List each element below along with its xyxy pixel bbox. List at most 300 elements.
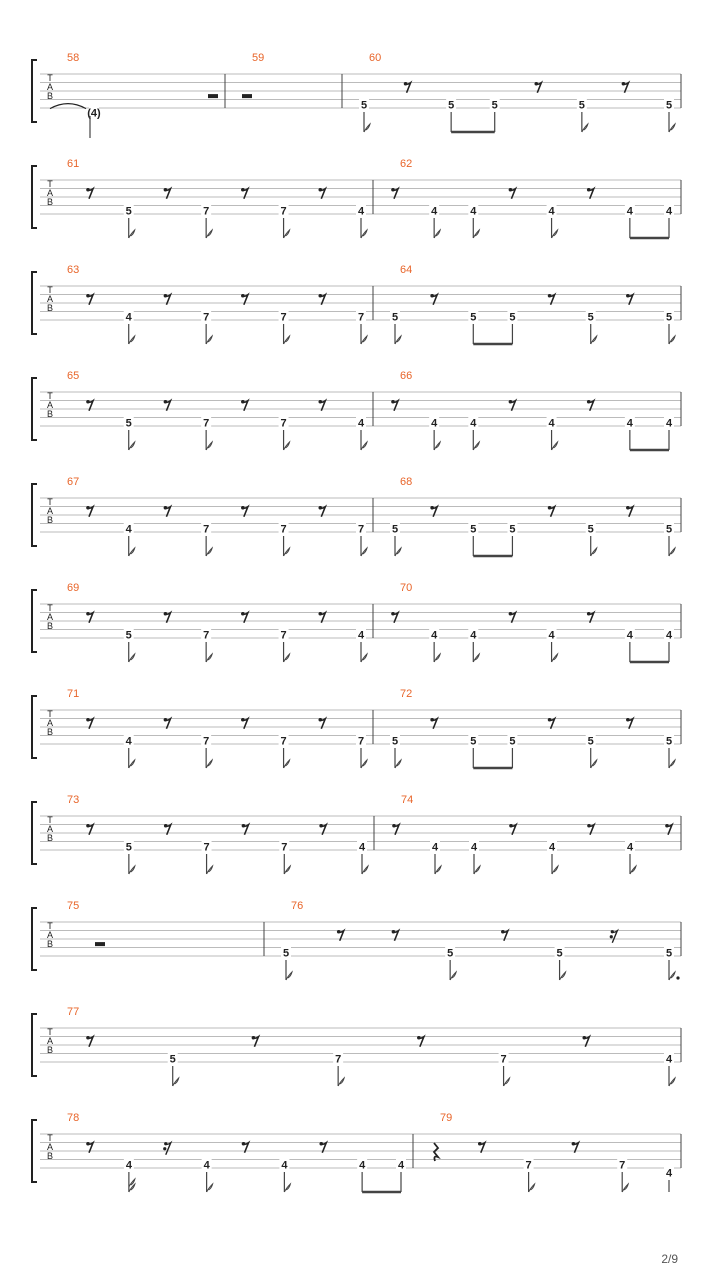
tab-clef-letter: B	[46, 939, 54, 949]
measure-number: 59	[252, 52, 265, 64]
rest-head-b	[610, 935, 613, 938]
rest-dot-head	[587, 612, 591, 616]
note-flag	[284, 866, 290, 874]
fret-number: 5	[556, 947, 563, 960]
rest-dot-head	[164, 506, 168, 510]
note-flag	[591, 760, 597, 768]
fret-number: 4	[470, 841, 478, 854]
fret-number: 4	[431, 629, 438, 642]
rest-head-a	[611, 930, 614, 933]
fret-number: 7	[619, 1159, 626, 1172]
tab-system	[32, 1112, 681, 1192]
note-flag	[206, 654, 212, 662]
measure	[50, 52, 218, 138]
note-flag	[129, 442, 135, 450]
fret-number: 5	[391, 311, 399, 324]
rest-head-b	[163, 1147, 166, 1150]
fret-number: 5	[125, 629, 132, 642]
measure	[67, 688, 367, 768]
note-flag	[207, 1184, 213, 1192]
fret-number: 5	[587, 311, 594, 324]
fret-number: 4	[626, 841, 634, 854]
fret-number: 7	[280, 205, 287, 218]
note-flag	[284, 760, 290, 768]
rest-dot-head	[548, 294, 552, 298]
measure-number: 70	[400, 582, 413, 594]
measure-number: 60	[369, 52, 382, 64]
fret-number: 5	[169, 1053, 176, 1066]
system-bracket	[32, 166, 37, 228]
tab-clef-letter: T	[47, 73, 53, 83]
rest-dot-head	[337, 930, 341, 934]
rest-dot-head	[86, 1036, 90, 1040]
note-flag	[473, 654, 479, 662]
system-bracket	[32, 378, 37, 440]
rest-dot-head	[622, 82, 626, 86]
measure	[391, 370, 674, 450]
note-flag	[129, 548, 135, 556]
rest-dot-head	[582, 1036, 586, 1040]
fret-number: 7	[203, 629, 210, 642]
rest-dot-head	[391, 400, 395, 404]
rest-dot-head	[86, 400, 90, 404]
page-number: 2/9	[661, 1252, 678, 1266]
tab-clef-letter: A	[46, 824, 54, 834]
rest-dot-head	[587, 400, 591, 404]
measure	[67, 582, 367, 662]
fret-number: 4	[359, 1159, 366, 1172]
tab-clef-letter: B	[46, 727, 54, 737]
tab-clef-letter: B	[46, 409, 54, 419]
note-flag	[552, 654, 558, 662]
note-flag	[284, 1184, 290, 1192]
fret-number: 7	[280, 523, 287, 536]
fret-number: 5	[282, 947, 290, 960]
rest-dot-head	[241, 188, 245, 192]
tab-system	[32, 370, 681, 450]
fret-number: 4	[431, 417, 438, 430]
fret-number: 4	[431, 205, 438, 218]
system-bracket	[32, 908, 37, 970]
note-flag	[434, 230, 440, 238]
system-bracket	[32, 484, 37, 546]
rest-dot-head	[509, 612, 513, 616]
tab-clef-letter: B	[46, 1045, 54, 1055]
tab-clef-letter: T	[47, 709, 53, 719]
measure	[281, 900, 680, 980]
tab-clef-letter: A	[46, 718, 54, 728]
measure-number: 66	[400, 370, 413, 382]
note-flag	[669, 124, 675, 132]
note-flag	[434, 442, 440, 450]
measure	[67, 1112, 406, 1192]
rest-dot-head	[319, 1142, 323, 1146]
system-bracket	[32, 1120, 37, 1182]
rest-dot-head	[86, 718, 90, 722]
fret-number: 7	[281, 841, 288, 854]
fret-number: 5	[665, 947, 673, 960]
rest-dot-head	[501, 930, 505, 934]
tab-clef-letter: T	[47, 1027, 53, 1037]
note-flag	[361, 442, 367, 450]
rest-dot-head	[86, 294, 90, 298]
rest-dot-head	[86, 824, 90, 828]
fret-number: 4	[548, 841, 556, 854]
rest-dot-head	[252, 1036, 256, 1040]
rest-dot-head	[164, 612, 168, 616]
note-flag	[364, 124, 370, 132]
fret-number: 4	[357, 205, 365, 218]
fret-number: 5	[391, 523, 399, 536]
rest-dot-head	[242, 1142, 246, 1146]
fret-number: 4	[397, 1159, 405, 1172]
fret-number: 4	[665, 1167, 673, 1180]
rest-dot-head	[86, 188, 90, 192]
rest-dot-head	[318, 188, 322, 192]
fret-number: 4	[358, 841, 366, 854]
note-flag	[435, 866, 441, 874]
rest-dot-head	[241, 400, 245, 404]
rest-dot-head	[86, 506, 90, 510]
note-flag	[669, 760, 675, 768]
fret-number: 7	[357, 311, 365, 324]
measure-number: 76	[291, 900, 304, 912]
tab-clef-letter: A	[46, 400, 54, 410]
half-rest	[95, 942, 105, 946]
rest-dot-head	[242, 824, 246, 828]
rest-dot-head	[318, 612, 322, 616]
rest-dot-head	[509, 188, 513, 192]
note-flag	[450, 972, 456, 980]
fret-number: 4	[125, 523, 132, 536]
tab-clef-letter: B	[46, 197, 54, 207]
note-flag	[284, 654, 290, 662]
fret-number: 5	[470, 523, 477, 536]
fret-number: 5	[587, 523, 594, 536]
note-flag	[473, 230, 479, 238]
measure-number: 67	[67, 476, 80, 488]
system-bracket	[32, 60, 37, 122]
fret-number: 7	[335, 1053, 342, 1066]
tab-clef-letter: T	[47, 391, 53, 401]
measure	[392, 794, 672, 874]
note-flag	[434, 654, 440, 662]
note-flag	[129, 760, 135, 768]
tab-clef-letter: B	[46, 1151, 54, 1161]
fret-number: 4	[665, 1053, 673, 1066]
fret-number: 5	[665, 311, 673, 324]
tab-system	[32, 794, 681, 874]
rest-dot-head	[548, 718, 552, 722]
rest-dot-head	[241, 612, 245, 616]
note-flag	[395, 760, 401, 768]
rest-dot-head	[241, 718, 245, 722]
fret-number: 4	[626, 205, 633, 218]
half-rest	[242, 94, 252, 98]
tab-system	[32, 264, 681, 344]
note-flag	[284, 336, 290, 344]
fret-number: 5	[470, 735, 477, 748]
measure	[390, 688, 675, 768]
rest-head-a	[164, 1142, 167, 1145]
fret-number: 5	[391, 735, 399, 748]
note-flag	[206, 548, 212, 556]
measure-number: 77	[67, 1006, 80, 1018]
measure-number: 63	[67, 264, 80, 276]
measure-number: 64	[400, 264, 413, 276]
rest-dot-head	[509, 824, 513, 828]
note-flag	[206, 336, 212, 344]
measure-number: 69	[67, 582, 80, 594]
measure	[390, 264, 675, 344]
rest-dot-head	[392, 824, 396, 828]
note-flag	[207, 866, 213, 874]
rest-dot-head	[391, 188, 395, 192]
measure	[390, 476, 675, 556]
rest-dot-head	[478, 1142, 482, 1146]
measure	[391, 582, 674, 662]
fret-number: 5	[470, 311, 477, 324]
note-flag	[582, 124, 588, 132]
measure	[67, 476, 367, 556]
measure-number: 74	[401, 794, 414, 806]
dot	[676, 976, 679, 979]
note-flag	[591, 548, 597, 556]
fret-number: 7	[357, 735, 365, 748]
fret-number: 7	[203, 311, 210, 324]
fret-number: 4	[548, 417, 555, 430]
fret-number: 7	[280, 311, 287, 324]
note-flag	[529, 1184, 535, 1192]
tied-fret-number: (4)	[87, 107, 101, 120]
note-flag	[552, 442, 558, 450]
rest-dot-head	[572, 1142, 576, 1146]
fret-number: 5	[509, 311, 516, 324]
note-flag	[361, 336, 367, 344]
rest-dot-head	[319, 824, 323, 828]
note-flag	[338, 1078, 344, 1086]
fret-number: 7	[500, 1053, 507, 1066]
tab-clef-letter: A	[46, 188, 54, 198]
tab-clef-letter: A	[46, 1142, 54, 1152]
note-flag	[474, 866, 480, 874]
fret-number: 4	[626, 417, 633, 430]
tab-clef-letter: B	[46, 515, 54, 525]
fret-number: 4	[470, 417, 477, 430]
rest-dot-head	[391, 612, 395, 616]
note-flag	[361, 548, 367, 556]
note-flag	[206, 442, 212, 450]
fret-number: 4	[548, 629, 555, 642]
note-flag	[361, 654, 367, 662]
rest-dot-head	[241, 294, 245, 298]
fret-number: 7	[203, 205, 210, 218]
fret-number: 4	[431, 841, 439, 854]
rest-dot-head	[548, 506, 552, 510]
fret-number: 7	[203, 735, 210, 748]
measure-number: 62	[400, 158, 413, 170]
rest-dot-head	[626, 294, 630, 298]
fret-number: 5	[665, 735, 673, 748]
rest-dot-head	[164, 400, 168, 404]
measure-number: 78	[67, 1112, 80, 1124]
rest-dot-head	[318, 294, 322, 298]
fret-number: 4	[548, 205, 555, 218]
rest-dot-head	[626, 718, 630, 722]
fret-number: 5	[509, 523, 516, 536]
fret-number: 4	[470, 629, 477, 642]
tab-clef-letter: A	[46, 1036, 54, 1046]
tab-clef-letter: T	[47, 179, 53, 189]
tab-clef-letter: T	[47, 603, 53, 613]
rest-dot-head	[509, 400, 513, 404]
rest-dot-head	[318, 506, 322, 510]
fret-number: 5	[509, 735, 516, 748]
measure	[67, 794, 368, 874]
note-flag	[362, 866, 368, 874]
rest-dot-head	[430, 506, 434, 510]
rest-dot-head	[164, 824, 168, 828]
fret-number: 4	[626, 629, 633, 642]
note-flag	[669, 336, 675, 344]
measure-number: 71	[67, 688, 80, 700]
system-bracket	[32, 1014, 37, 1076]
fret-number: 7	[203, 841, 210, 854]
rest-dot-head	[404, 82, 408, 86]
rest-dot-head	[534, 82, 538, 86]
note-flag	[361, 760, 367, 768]
tab-clef-letter: B	[46, 833, 54, 843]
note-flag	[286, 972, 292, 980]
fret-number: 4	[665, 629, 673, 642]
measure	[434, 1112, 674, 1192]
rest-dot-head	[164, 718, 168, 722]
tab-system	[32, 52, 681, 138]
fret-number: 4	[125, 311, 132, 324]
rest-dot-head	[626, 506, 630, 510]
rest-dot-head	[430, 718, 434, 722]
measure	[67, 370, 367, 450]
rest-dot-head	[86, 1142, 90, 1146]
note-flag	[669, 548, 675, 556]
system-bracket	[32, 802, 37, 864]
tab-clef-letter: B	[46, 621, 54, 631]
tab-clef-letter: A	[46, 930, 54, 940]
tab-clef-letter: T	[47, 815, 53, 825]
fret-number: 5	[125, 417, 132, 430]
note-flag	[206, 230, 212, 238]
rest-dot-head	[417, 1036, 421, 1040]
fret-number: 5	[665, 99, 673, 112]
tab-clef-letter: T	[47, 497, 53, 507]
note-flag	[622, 1184, 628, 1192]
measure	[359, 52, 675, 132]
tab-system	[32, 900, 681, 980]
rest-dot-head	[430, 294, 434, 298]
fret-number: 5	[360, 99, 368, 112]
tab-system	[32, 688, 681, 768]
fret-number: 7	[357, 523, 365, 536]
rest-dot-head	[392, 930, 396, 934]
fret-number: 5	[578, 99, 585, 112]
rest-dot-head	[318, 718, 322, 722]
note-flag	[284, 548, 290, 556]
note-flag	[395, 548, 401, 556]
measure-number: 68	[400, 476, 413, 488]
note-flag	[669, 972, 675, 980]
fret-number: 5	[587, 735, 594, 748]
fret-number: 7	[203, 417, 210, 430]
rest-dot-head	[241, 506, 245, 510]
measure	[67, 158, 367, 238]
measure-number: 75	[67, 900, 80, 912]
measure	[67, 264, 367, 344]
note-flag	[630, 866, 636, 874]
measure-number: 61	[67, 158, 80, 170]
fret-number: 7	[280, 629, 287, 642]
note-flag	[504, 1078, 510, 1086]
measure-number: 79	[440, 1112, 453, 1124]
quarter-rest	[434, 1143, 438, 1161]
system-bracket	[32, 272, 37, 334]
measure-number: 73	[67, 794, 80, 806]
note-flag	[552, 230, 558, 238]
note-flag	[173, 1078, 179, 1086]
measure-number: 72	[400, 688, 413, 700]
tab-clef-letter: T	[47, 921, 53, 931]
fret-number: 4	[125, 1159, 132, 1172]
note-flag	[473, 442, 479, 450]
fret-number: 7	[525, 1159, 532, 1172]
half-rest	[208, 94, 218, 98]
tab-clef-letter: B	[46, 303, 54, 313]
fret-number: 4	[470, 205, 477, 218]
note-flag	[361, 230, 367, 238]
fret-number: 5	[491, 99, 498, 112]
system-bracket	[32, 696, 37, 758]
tab-clef-letter: A	[46, 294, 54, 304]
note-flag	[552, 866, 558, 874]
fret-number: 4	[665, 205, 673, 218]
fret-number: 7	[203, 523, 210, 536]
note-flag	[591, 336, 597, 344]
fret-number: 5	[125, 205, 132, 218]
rest-dot-head	[318, 400, 322, 404]
measure	[67, 1006, 675, 1086]
fret-number: 7	[280, 735, 287, 748]
tab-clef-letter: A	[46, 82, 54, 92]
note-flag	[206, 760, 212, 768]
tab-clef-letter: B	[46, 91, 54, 101]
fret-number: 4	[203, 1159, 210, 1172]
fret-number: 5	[448, 99, 455, 112]
tab-clef-letter: A	[46, 506, 54, 516]
note-flag	[284, 442, 290, 450]
fret-number: 5	[665, 523, 673, 536]
rest-dot-head	[86, 612, 90, 616]
tab-system	[32, 158, 681, 238]
fret-number: 4	[665, 417, 673, 430]
rest-dot-head	[587, 824, 591, 828]
rest-dot-head	[164, 188, 168, 192]
note-flag	[129, 654, 135, 662]
rest-dot-head	[164, 294, 168, 298]
measure-number: 58	[67, 52, 80, 64]
system-bracket	[32, 590, 37, 652]
note-flag	[129, 866, 135, 874]
tab-system	[32, 476, 681, 556]
note-flag	[284, 230, 290, 238]
